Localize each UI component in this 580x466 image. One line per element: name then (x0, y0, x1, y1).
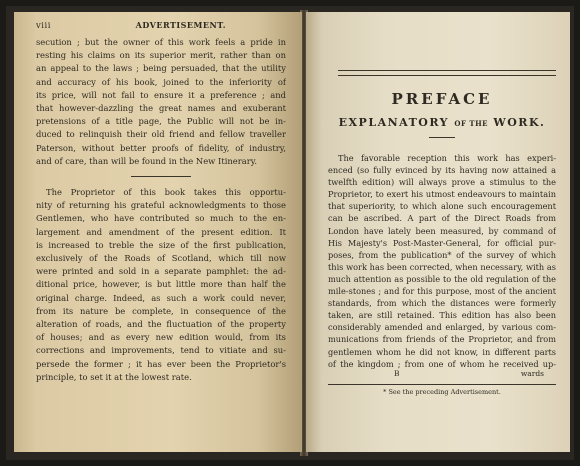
text-line: from its nature be complete, in consequence of the (36, 305, 286, 316)
text-line: twelfth edition) will always prove a stimulus to the (328, 177, 556, 188)
text-line: The Proprietor of this book takes this opportu- (46, 187, 286, 198)
double-rule (338, 70, 556, 76)
text-line: its price, will not fail to ensure it a preference ; and (36, 89, 286, 100)
text-line: considerably amended and enlarged, by various com- (328, 322, 556, 333)
text-line: and accuracy of his book, joined to the inferiority of (36, 76, 286, 87)
text-line: of houses; and as every new edition would, from its (36, 332, 286, 343)
preface-subtitle (328, 116, 556, 129)
signature-line (328, 369, 556, 378)
text-line: mile-stones ; and for this purpose, most of the ancient (328, 286, 556, 297)
text-line: and of care, than will be found in the New Itinerary. (36, 155, 257, 166)
text-line: The favorable reception this work has experi- (338, 153, 556, 163)
text-line: corrections and improvements, tend to vitiate and su- (36, 345, 286, 356)
subtitle-end: WORK. (493, 116, 546, 129)
text-line: poses, from the publication* of the survey of which (328, 249, 556, 260)
running-head (36, 20, 286, 31)
text-line: this work has been corrected, when necessary, with as (328, 261, 556, 272)
catchword: wards (520, 368, 544, 378)
text-line: were printed and sold in a separate pamphlet: the ad- (36, 266, 286, 277)
text-line: London have lately been measured, by command of (328, 225, 556, 236)
right-page (306, 12, 570, 452)
text-line: taken, are still retained. This edition has also been (328, 310, 556, 321)
text-line: Gentlemen, who have contributed so much to the en- (36, 213, 286, 224)
text-line: munications from friends of the Proprietor, and from (328, 334, 556, 345)
text-line: His Majesty's Post-Master-General, for official pur- (328, 237, 556, 248)
text-line: is increased to treble the size of the first publication, (36, 239, 286, 250)
text-line: secution ; but the owner of this work feels a pride in (36, 37, 286, 47)
text-line: duced to relinquish their old friend and fellow traveller (36, 129, 286, 140)
paragraph-2 (36, 186, 286, 384)
running-head-title: ADVERTISEMENT. (135, 20, 226, 30)
preface-body (328, 152, 556, 370)
text-line: ditional price, however, is but little more than half the (36, 279, 286, 290)
text-line: of the kingdom ; from one of whom he received up- (328, 358, 556, 369)
text-line: Paterson, without better proofs of fidelity, of industry, (36, 142, 286, 153)
subtitle-main: EXPLANATORY (338, 116, 450, 129)
paragraph-1 (36, 36, 286, 168)
page-number: viii (36, 21, 51, 31)
text-line: can be ascribed. A part of the Direct Roads from (328, 213, 556, 224)
section-divider (131, 176, 191, 177)
text-line: exclusively of the Roads of Scotland, which till now (36, 253, 286, 264)
subtitle-small: OF THE (454, 119, 489, 128)
open-book (6, 6, 574, 460)
text-line: largement and amendment of the present edition. It (36, 226, 286, 237)
text-line: pretensions of a title page, the Public will not be in- (36, 116, 286, 127)
text-line: alteration of roads, and the fluctuation of the property (36, 319, 286, 330)
text-line: persede the former ; it has ever been the Proprietor's (36, 358, 286, 369)
text-line: nity of returning his grateful acknowledgments to those (36, 200, 286, 211)
text-line: gentlemen whom he did not know, in different parts (328, 346, 556, 357)
text-line: that however-dazzling the great names and exuberant (36, 103, 286, 114)
text-line: an appeal to the laws ; being persuaded, that the utility (36, 63, 286, 74)
text-line: resting his claims on its superior merit, rather than on (36, 50, 286, 61)
text-line: principle, to set it at the lowest rate. (36, 371, 192, 382)
left-page (14, 12, 302, 452)
short-rule (429, 137, 455, 138)
text-line: much attention as possible to the old regulation of the (328, 273, 556, 284)
text-line: enced (so fully evinced by its having now attained a (328, 165, 556, 176)
text-line: Proprietor, to exert his utmost endeavours to maintain (328, 189, 556, 200)
footnote: * See the preceding Advertisement. (383, 387, 501, 396)
text-line: standards, from which the distances were formerly (328, 298, 556, 309)
footnote-rule (328, 384, 556, 385)
signature-mark: B (394, 368, 400, 378)
preface-title: PREFACE (391, 90, 493, 108)
text-line: original charge. Indeed, as such a work could never, (36, 292, 286, 303)
text-line: that superiority, to which alone such encouragement (328, 201, 556, 212)
